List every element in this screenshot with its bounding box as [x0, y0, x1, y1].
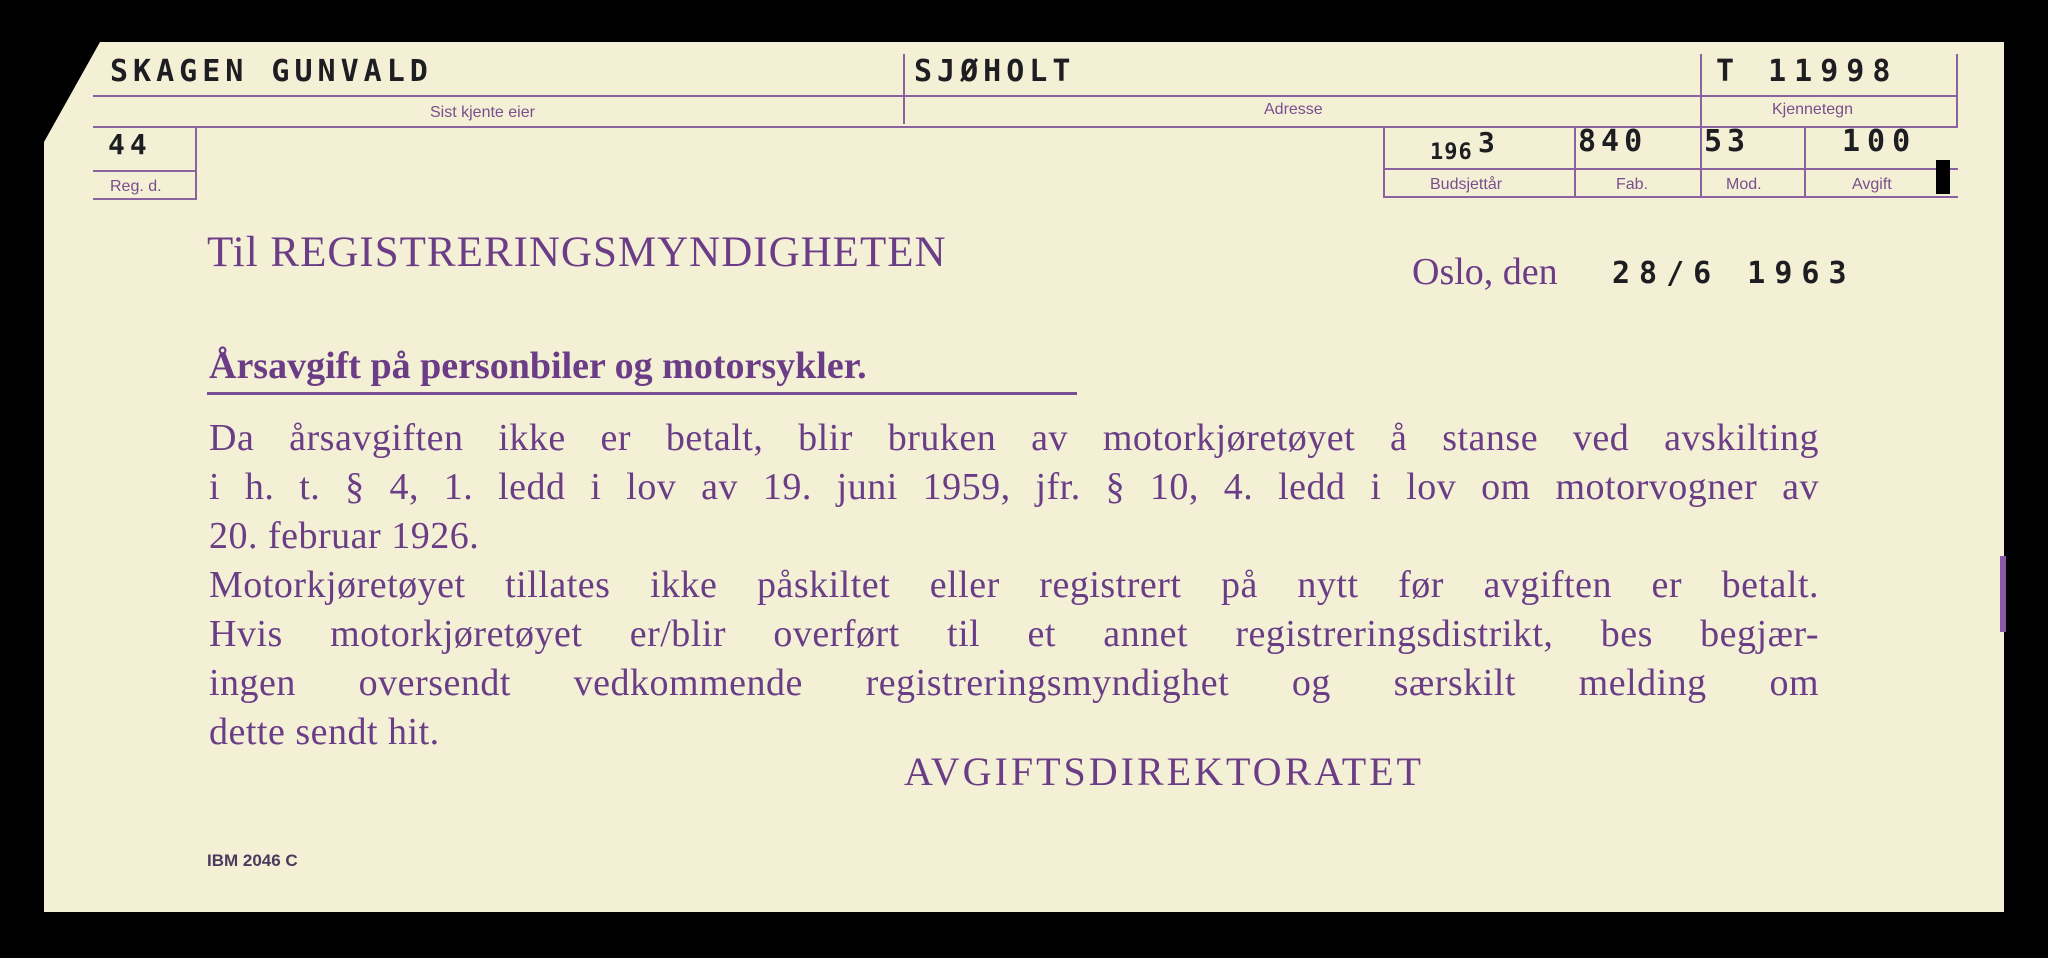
reg-district-value: 44 — [108, 128, 152, 161]
reg-district-divider — [195, 128, 197, 200]
model-value: 53 — [1704, 124, 1751, 159]
header-rule-2 — [93, 126, 1958, 128]
paragraph-line: Motorkjøretøyet tillates ikke påskiltet eller registrert på nytt før avgiften er betalt. — [209, 564, 1819, 606]
fee-box-left — [1804, 128, 1806, 198]
fee-value: 100 — [1842, 124, 1918, 159]
paragraph-line: Da årsavgiften ikke er betalt, blir bruken av motorkjøretøyet å stanse ved avskilting — [209, 417, 1819, 459]
fab-value: 840 — [1578, 124, 1648, 159]
plate-number: T 11998 — [1716, 54, 1899, 89]
punch-mark — [1936, 160, 1950, 194]
paragraph-line: Hvis motorkjøretøyet er/blir overført til et annet registreringsdistrikt, bes begjær- — [209, 613, 1819, 655]
header-divider-b — [1700, 54, 1702, 198]
address-label: Adresse — [1264, 101, 1323, 118]
reg-district-bottom — [93, 198, 197, 200]
fab-box-left — [1574, 128, 1576, 198]
budget-year-label: Budsjettår — [1430, 176, 1503, 193]
header-divider-c — [1956, 54, 1958, 128]
fee-label: Avgift — [1852, 176, 1892, 193]
reg-district-label: Reg. d. — [110, 178, 162, 195]
place-date-prefix: Oslo, den — [1412, 251, 1558, 293]
reg-district-rule — [93, 170, 195, 172]
paragraph-line: 20. februar 1926. — [209, 515, 480, 557]
heading-underline — [207, 392, 1077, 395]
form-code: IBM 2046 C — [207, 851, 298, 870]
boxes-mid-rule — [1383, 168, 1958, 170]
owner-label: Sist kjente eier — [430, 104, 535, 121]
boxes-bottom-rule — [1383, 196, 1958, 198]
owner-name: SKAGEN GUNVALD — [110, 54, 433, 89]
header-divider-a — [903, 54, 905, 124]
header-rule-1 — [93, 95, 1958, 97]
paragraph-line: dette sendt hit. — [209, 711, 440, 753]
model-label: Mod. — [1726, 176, 1762, 193]
recipient-line: Til REGISTRERINGSMYNDIGHETEN — [207, 229, 947, 276]
paragraph-line: ingen oversendt vedkommende registreringsmyndighet og særskilt melding om — [209, 662, 1819, 704]
letter-date: 28/6 1963 — [1612, 256, 1856, 291]
address-value: SJØHOLT — [914, 54, 1076, 89]
paragraph-line: i h. t. § 4, 1. ledd i lov av 19. juni 1959, jfr. § 10, 4. ledd i lov om motorvogner av — [209, 466, 1819, 508]
signature: AVGIFTSDIREKTORATET — [904, 749, 1424, 794]
budget-year-suffix: 3 — [1478, 126, 1500, 159]
plate-label: Kjennetegn — [1772, 101, 1853, 118]
letter-heading: Årsavgift på personbiler og motorsykler. — [209, 345, 867, 387]
fab-label: Fab. — [1616, 176, 1649, 193]
year-box-left — [1383, 128, 1385, 198]
budget-year-prefix: 196 — [1430, 140, 1473, 165]
